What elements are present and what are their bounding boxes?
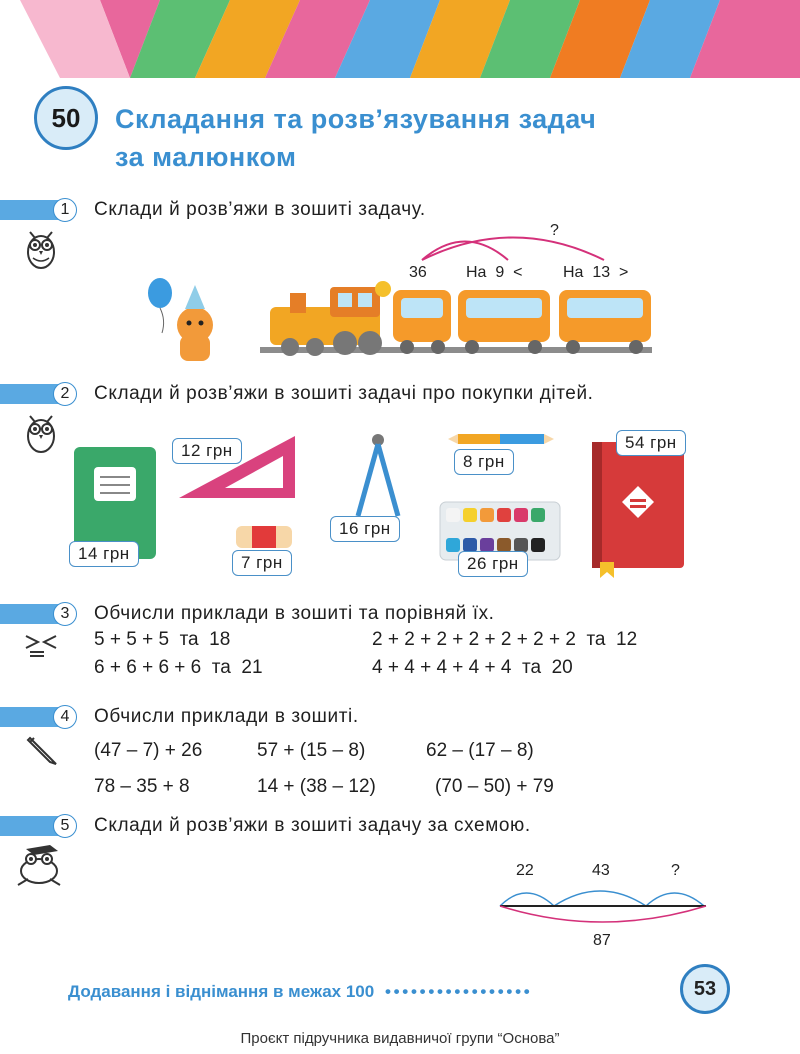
task-1-number: 1	[53, 198, 77, 222]
scheme-label-c: ?	[671, 862, 680, 879]
task-3-example-3: 6 + 6 + 6 + 6 та 21	[94, 657, 263, 678]
price-triangle: 12 грн	[172, 438, 242, 464]
task-4-text: Обчисли приклади в зошиті.	[94, 706, 359, 727]
task-5-marker-bar	[0, 816, 60, 836]
price-notebook: 14 грн	[69, 541, 139, 567]
task-4-number: 4	[53, 705, 77, 729]
task-3-text: Обчисли приклади в зошиті та порівняй їх.	[94, 603, 495, 624]
eraser-image	[234, 524, 294, 550]
task-2-text: Склади й розв’яжи в зошиті задачі про покупки дітей.	[94, 383, 594, 404]
book-image	[588, 438, 688, 578]
price-paints: 26 грн	[458, 551, 528, 577]
frog-icon	[14, 843, 64, 889]
publisher-credit: Проєкт підручника видавничої групи “Основа”	[240, 1030, 560, 1047]
task-2-marker-bar	[0, 384, 60, 404]
pencil-icon	[26, 734, 58, 766]
lesson-title-line1: Складання та розв’язування задач	[115, 104, 597, 134]
task-2-number: 2	[53, 382, 77, 406]
footer-section-name: Додавання і віднімання в межах 100	[68, 982, 375, 1001]
scheme-label-total: 87	[593, 932, 611, 949]
task-5-text: Склади й розв’яжи в зошиті задачу за схемою.	[94, 815, 531, 836]
task-3-marker-bar	[0, 604, 60, 624]
scheme-label-b: 43	[592, 862, 610, 879]
task-4-example-1: (47 – 7) + 26	[94, 740, 203, 761]
header-banner	[0, 0, 800, 78]
price-book: 54 грн	[616, 430, 686, 456]
train-illustration	[140, 215, 660, 365]
scheme-diagram	[496, 878, 711, 928]
task-3-example-4: 4 + 4 + 4 + 4 + 4 та 20	[372, 657, 573, 678]
footer-dots: • • • • • • • • • • • • • • • • •	[384, 982, 529, 1001]
task-4-example-6: (70 – 50) + 79	[435, 776, 554, 797]
scheme-label-a: 22	[516, 862, 534, 879]
price-pencil: 8 грн	[454, 449, 514, 475]
task-4-example-2: 57 + (15 – 8)	[257, 740, 366, 761]
page-number: 53	[680, 964, 730, 1014]
compass-image	[348, 430, 408, 520]
task-4-example-4: 78 – 35 + 8	[94, 776, 190, 797]
footer-section-title	[68, 982, 529, 1002]
owl-icon	[24, 228, 58, 270]
train-label-second: На 9 <	[466, 264, 523, 281]
pencil-image	[448, 432, 554, 446]
task-1-text: Склади й розв’яжи в зошиті задачу.	[94, 199, 426, 220]
task-4-example-5: 14 + (38 – 12)	[257, 776, 376, 797]
task-1-marker-bar	[0, 200, 60, 220]
compare-signs-icon	[24, 632, 58, 658]
lesson-number: 50	[34, 86, 98, 150]
owl-icon	[24, 412, 58, 454]
lesson-title	[115, 100, 596, 176]
task-3-number: 3	[53, 602, 77, 626]
task-3-example-2: 2 + 2 + 2 + 2 + 2 + 2 + 2 та 12	[372, 629, 638, 650]
train-label-third: На 13 >	[563, 264, 629, 281]
task-3-example-1: 5 + 5 + 5 та 18	[94, 629, 231, 650]
train-question-label: ?	[550, 222, 559, 239]
price-compass: 16 грн	[330, 516, 400, 542]
lesson-title-line2: за малюнком	[115, 142, 297, 172]
price-eraser: 7 грн	[232, 550, 292, 576]
task-4-marker-bar	[0, 707, 60, 727]
task-4-example-3: 62 – (17 – 8)	[426, 740, 534, 761]
train-label-first: 36	[409, 264, 427, 281]
task-5-number: 5	[53, 814, 77, 838]
